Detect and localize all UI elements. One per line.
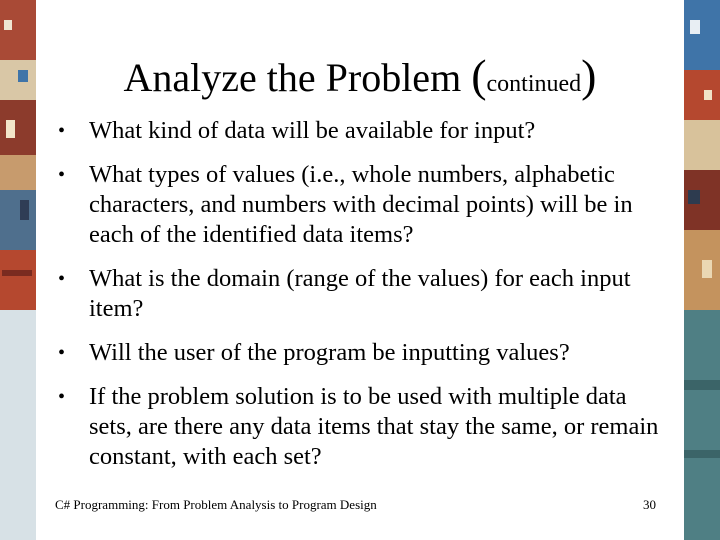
bullet-text: What kind of data will be available for input? <box>89 117 536 144</box>
slide <box>36 0 684 540</box>
bullet-text: Will the user of the program be inputting values? <box>89 339 570 366</box>
bullet-list <box>54 116 669 486</box>
bullet-item <box>54 160 669 250</box>
slide-title <box>36 46 684 114</box>
bullet-glyph: • <box>58 268 66 290</box>
bullet-item <box>54 116 669 146</box>
left-decorative-image <box>0 0 36 540</box>
bullet-text: If the problem solution is to be used with multiple data sets, are there any data items that stay the same, or remain constant, with each set? <box>89 383 659 470</box>
page-number: 30 <box>643 497 656 512</box>
title-main: Analyze the Problem <box>123 55 472 100</box>
title-paren-open: ( <box>471 50 487 101</box>
bullet-item <box>54 382 669 472</box>
footer-text: C# Programming: From Problem Analysis to Program Design <box>55 497 377 512</box>
title-paren-close: ) <box>581 50 597 101</box>
bullet-glyph: • <box>58 120 66 142</box>
bullet-glyph: • <box>58 342 66 364</box>
bullet-text: What is the domain (range of the values) for each input item? <box>89 265 631 322</box>
title-continued: continued <box>486 71 582 97</box>
bullet-item <box>54 338 669 368</box>
bullet-glyph: • <box>58 386 66 408</box>
right-decorative-image <box>684 0 720 540</box>
bullet-item <box>54 264 669 324</box>
bullet-glyph: • <box>58 164 66 186</box>
bullet-text: What types of values (i.e., whole numbers, alphabetic characters, and numbers with decimal points) will be in each of the identified data items? <box>89 161 633 248</box>
